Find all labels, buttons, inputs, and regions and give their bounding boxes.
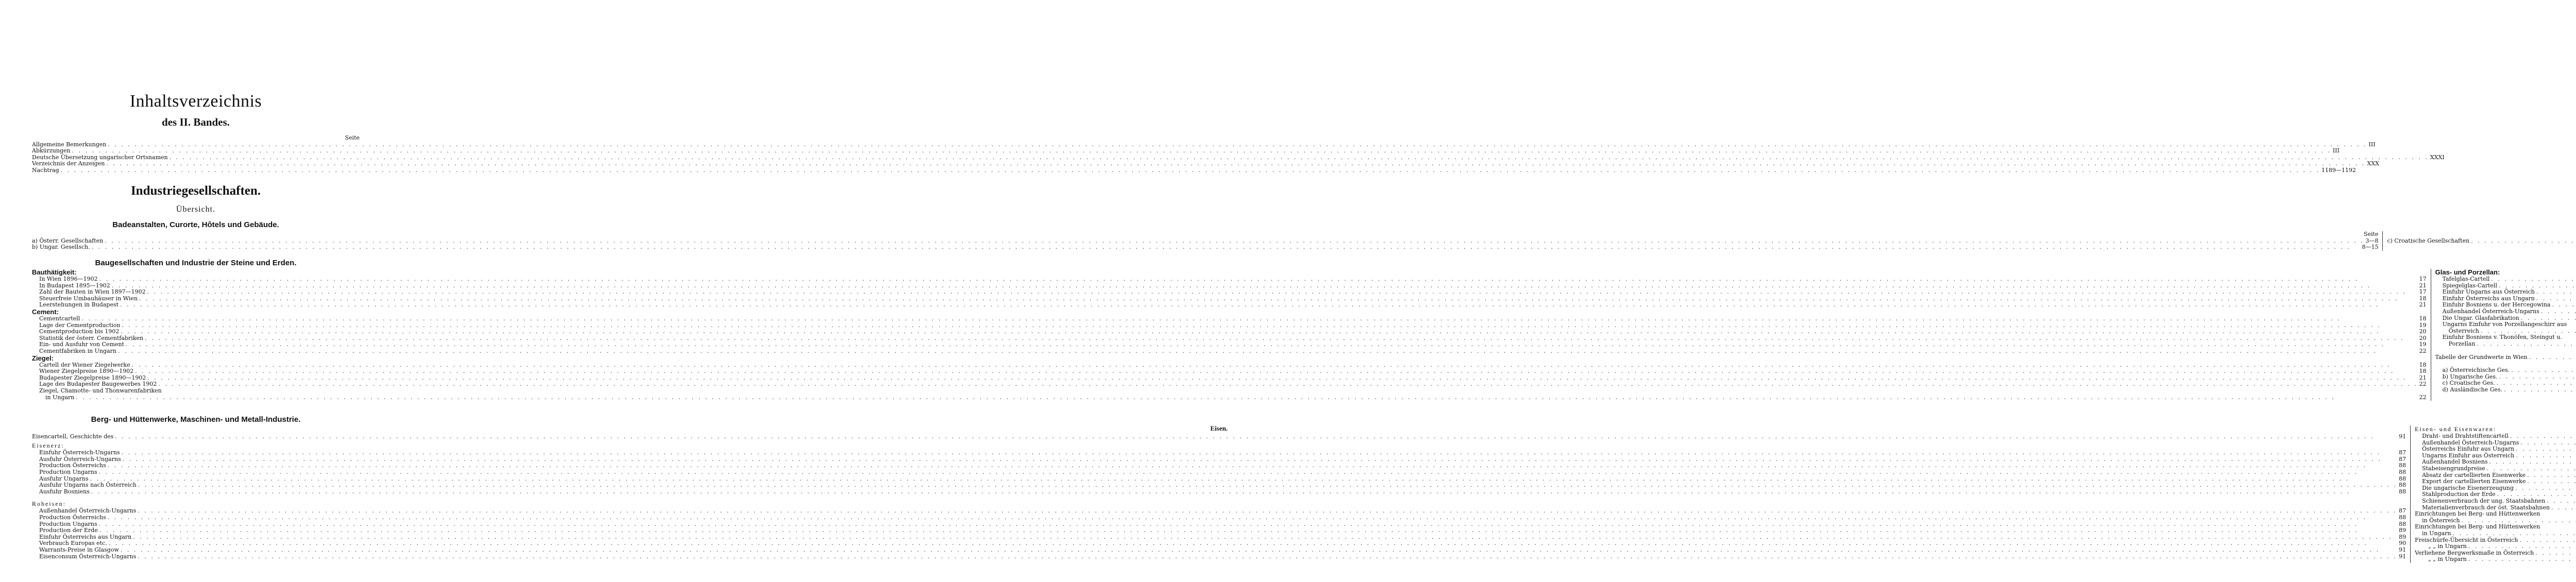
category-label: Roheisen:: [32, 500, 66, 508]
toc-page: 87: [2399, 449, 2406, 456]
toc-row-continued[interactable]: Einrichtungen bei Berg- und Hüttenwerken: [2415, 523, 2540, 530]
toc-page: 3—8: [2365, 237, 2379, 244]
column-left: [32, 425, 2411, 563]
toc-label: Wiener Ziegelpreise 1890—1902: [39, 368, 134, 375]
section-heading-baugesellschaften: Baugesellschaften und Industrie der Steine und Erden.: [95, 259, 297, 267]
toc-label: Absatz der cartellierten Eisenwerke: [2422, 471, 2526, 478]
dot-leader: [2536, 289, 2576, 296]
dot-leader: [158, 381, 2417, 388]
toc-page: 17: [2419, 276, 2427, 282]
toc-label: Ausfuhr Ungarns nach Österreich: [39, 482, 137, 489]
toc-label: Steuerfreie Umbauhäuser in Wien: [39, 295, 138, 302]
toc-label: Tafelglas-Cartell: [2442, 276, 2490, 282]
toc-page: XXX: [2367, 160, 2380, 167]
toc-row[interactable]: [2435, 367, 2576, 374]
dot-leader: [2541, 309, 2576, 315]
toc-page: 22: [2419, 393, 2427, 401]
dot-leader: [118, 348, 2418, 355]
toc-label: in Österreich: [2422, 517, 2460, 524]
toc-page: 88: [2399, 475, 2406, 482]
toc-row[interactable]: [32, 348, 2427, 355]
front-matter-toc: [32, 134, 2445, 174]
toc-page: 88: [2399, 488, 2406, 495]
toc-page: 88: [2399, 468, 2406, 475]
toc-label: Budapester Ziegelpreise 1890—1902: [39, 374, 146, 381]
toc-page: 17: [2419, 288, 2427, 296]
toc-label: In Budapest 1895—1902: [39, 282, 110, 289]
toc-label: Außenhandel Österreich-Ungarns: [2442, 307, 2539, 315]
toc-label: „ „ in Ungarn: [2428, 556, 2467, 563]
toc-label: Eisenconsum Österreich-Ungarns: [39, 553, 137, 560]
toc-page: 89: [2399, 533, 2406, 540]
spacer: [32, 495, 2406, 498]
category-label: Eisenerz:: [32, 442, 64, 450]
toc-row[interactable]: [32, 554, 2406, 560]
dot-leader: [2487, 466, 2576, 472]
toc-page: 91: [2399, 546, 2406, 553]
toc-row[interactable]: [32, 381, 2427, 388]
toc-row[interactable]: [32, 368, 2427, 375]
toc-row[interactable]: [2435, 341, 2576, 348]
category-label: Bauthätigkeit:: [32, 268, 77, 276]
toc-label: Porzellan: [2448, 340, 2476, 347]
toc-label: Die ungarische Eisenerzeugung: [2422, 484, 2514, 491]
toc-label: Außenhandel Österreich-Ungarns: [39, 507, 137, 515]
toc-label: Verbrauch Europas etc.: [39, 540, 107, 547]
page-subtitle: des II. Bandes.: [162, 116, 230, 128]
toc-page: 88: [2399, 513, 2406, 521]
toc-label: Ausfuhr Ungarns: [39, 475, 89, 482]
toc-label: Deutsche Übersetzung ungarischer Ortsnamen: [32, 153, 168, 161]
toc-label: Freischürfe-Übersicht in Österreich: [2415, 536, 2518, 543]
toc-label: Allgemeine Bemerkungen: [32, 141, 107, 148]
dot-leader: [81, 316, 2417, 322]
toc-row-continued[interactable]: Ziegel, Chamotte- und Thonwarenfabriken: [39, 387, 162, 394]
column-right: [2411, 425, 2576, 563]
dot-leader: [99, 527, 2397, 534]
toc-label: Cartell der Wiener Ziegelwerke: [39, 361, 130, 368]
toc-label: Nachtrag: [32, 166, 59, 174]
column-right: [2383, 231, 2576, 251]
toc-page: 88: [2399, 520, 2406, 527]
dot-leader: [2504, 387, 2576, 393]
toc-page: 18: [2419, 368, 2427, 375]
section-bergwerke: [32, 424, 2550, 563]
dot-leader: [2477, 341, 2576, 348]
toc-label: a) Österreichische Ges.: [2442, 367, 2510, 374]
toc-row[interactable]: [2415, 478, 2576, 485]
toc-page: 87: [2399, 455, 2406, 463]
toc-label: Warrants-Preise in Glasgow: [39, 546, 119, 553]
toc-label: c) Croatische Ges.: [2442, 380, 2495, 387]
toc-label: b) Ungar. Gesellsch.: [32, 244, 90, 251]
dot-leader: [76, 395, 2417, 401]
toc-row[interactable]: [2415, 556, 2576, 563]
section-badeanstalten: [32, 231, 2470, 251]
toc-label: Cementproduction bis 1902: [39, 328, 120, 335]
toc-label: Production der Erde: [39, 527, 98, 534]
toc-row[interactable]: [32, 434, 2406, 440]
dot-leader: [92, 244, 2361, 251]
toc-label: Stahlproduction der Erde: [2422, 491, 2496, 498]
toc-label: Lage der Cementproduction: [39, 321, 121, 329]
toc-page: 91: [2399, 553, 2406, 560]
toc-label: Cementfabriken in Ungarn: [39, 347, 116, 354]
toc-page: 20: [2419, 334, 2427, 341]
toc-row[interactable]: [2435, 289, 2576, 296]
toc-label: Außenhandel Österreich-Ungarns: [2422, 439, 2519, 446]
toc-label: Einfuhr Bosniens u. der Hercegowina: [2442, 301, 2551, 309]
toc-page: 21: [2419, 282, 2427, 289]
toc-label: Einfuhr Österreichs aus Ungarn: [2442, 295, 2535, 302]
dot-leader: [2527, 478, 2576, 485]
dot-leader: [108, 515, 2397, 521]
toc-page: 18: [2419, 315, 2427, 322]
toc-label: in Ungarn: [45, 393, 75, 401]
toc-row[interactable]: [32, 469, 2406, 476]
toc-label: „ „ in Ungarn: [2428, 543, 2467, 550]
toc-label: Verzeichnis der Anzeigen: [32, 160, 105, 167]
toc-page: 91: [2399, 433, 2406, 440]
toc-page: 87: [2399, 507, 2406, 515]
dot-leader: [121, 329, 2417, 335]
dot-leader: [122, 450, 2397, 456]
dot-leader: [99, 276, 2418, 283]
toc-row[interactable]: [32, 395, 2427, 401]
toc-row[interactable]: [2435, 276, 2576, 283]
toc-label: Cementcartell: [39, 315, 80, 322]
toc-label: In Wien 1896—1902: [39, 276, 98, 282]
toc-page: 1189—1192: [2321, 166, 2356, 174]
seite-header: [2387, 231, 2576, 238]
toc-row[interactable]: [32, 489, 2406, 495]
toc-row[interactable]: [32, 147, 2340, 155]
toc-page: 22: [2419, 381, 2427, 388]
toc-label: Production Österreichs: [39, 462, 106, 469]
toc-label: Stabeisengrundpreise: [2422, 465, 2485, 472]
toc-label: in Ungarn: [2422, 529, 2451, 537]
toc-row[interactable]: [32, 244, 2378, 251]
dot-leader: [2468, 543, 2576, 550]
toc-page: XXXI: [2430, 153, 2445, 161]
category-label: Glas- und Porzellan:: [2435, 268, 2500, 276]
dot-leader: [138, 482, 2397, 489]
toc-page: III: [2368, 141, 2376, 148]
dot-leader: [61, 167, 2320, 174]
toc-row[interactable]: [2435, 309, 2576, 315]
toc-page: III: [2332, 147, 2340, 155]
column-left: [32, 231, 2383, 251]
dot-leader: [135, 368, 2417, 375]
category-label: Cement:: [32, 307, 59, 316]
dot-leader: [2491, 276, 2576, 283]
toc-page: 88: [2399, 482, 2406, 489]
toc-label: Production Ungarns: [39, 468, 97, 475]
toc-row[interactable]: [32, 450, 2406, 456]
dot-leader: [120, 302, 2418, 309]
toc-page: 18: [2419, 361, 2427, 368]
toc-row[interactable]: [32, 547, 2406, 554]
toc-label: Spiegelglas-Cartell: [2442, 282, 2497, 289]
toc-row[interactable]: [2415, 446, 2576, 453]
toc-label: Lage des Budapester Baugewerbes 1902: [39, 381, 157, 388]
section-heading-badeanstalten: Badeanstalten, Curorte, Hôtels und Gebäude.: [112, 220, 279, 229]
dot-leader: [99, 469, 2397, 476]
toc-row[interactable]: [2415, 466, 2576, 472]
main-heading: Industriegesellschaften.: [130, 184, 261, 198]
page-title: Inhaltsverzeichnis: [129, 92, 262, 111]
toc-label: Einfuhr Österreichs aus Ungarn: [39, 533, 132, 540]
toc-row[interactable]: [2415, 433, 2576, 440]
toc-page: 8—15: [2362, 244, 2379, 251]
toc-row[interactable]: [32, 289, 2427, 296]
dot-leader: [2468, 556, 2576, 563]
toc-row[interactable]: [2415, 498, 2576, 505]
toc-label: Einfuhr Ungarns aus Österreich: [2442, 288, 2535, 296]
toc-label: Ausfuhr Österreich-Ungarns: [39, 455, 121, 463]
toc-label: Tabelle der Grundwerte in Wien: [2435, 353, 2528, 361]
toc-page: 22: [2419, 347, 2427, 354]
toc-row-continued[interactable]: Einfuhr Bosniens v. Thonöfen, Steingut u.: [2442, 334, 2562, 341]
dot-leader: [138, 554, 2397, 560]
toc-row[interactable]: [32, 276, 2427, 283]
toc-label: Abkürzungen: [32, 147, 71, 155]
category-label: Eisen.: [1210, 424, 1228, 432]
toc-label: Statistik der österr. Cementfabriken: [39, 334, 144, 341]
toc-row[interactable]: [32, 166, 2356, 174]
dot-leader: [2547, 498, 2576, 505]
toc-row[interactable]: [32, 302, 2427, 309]
toc-page: 21: [2419, 374, 2427, 381]
toc-label: Zahl der Bauten in Wien 1897—1902: [39, 288, 146, 296]
toc-label: Leerstehungen in Budapest: [39, 301, 119, 309]
dot-leader: [72, 148, 2331, 155]
toc-row[interactable]: [2435, 387, 2576, 393]
dot-leader: [2516, 446, 2576, 453]
toc-label: Ein- und Ausfuhr von Cement: [39, 341, 125, 348]
toc-row[interactable]: [32, 527, 2406, 534]
dot-leader: [2511, 367, 2576, 374]
dot-leader: [147, 289, 2418, 296]
toc-label: c) Croatische Gesellschaften: [2387, 237, 2470, 244]
seite-header: Seite: [345, 134, 360, 141]
toc-page: 20: [2419, 328, 2427, 335]
dot-leader: [115, 434, 2397, 440]
toc-label: a) Österr. Gesellschaften: [32, 237, 104, 244]
toc-label: Die Ungar. Glasfabrikation: [2442, 314, 2519, 321]
toc-label: Österreichs Einfuhr aus Ungarn: [2422, 446, 2515, 453]
dot-leader: [91, 489, 2397, 495]
toc-row-continued[interactable]: Einrichtungen bei Berg- und Hüttenwerken: [2415, 510, 2540, 518]
category-label: Eisen- und Eisenwaren:: [2415, 425, 2497, 433]
dot-leader: [2452, 530, 2576, 537]
dot-leader: [2471, 238, 2576, 245]
toc-label: Production Ungarns: [39, 520, 97, 527]
dot-leader: [2510, 433, 2576, 440]
column-left: [32, 269, 2431, 401]
toc-label: Draht- und Drahtstiftencartell: [2422, 433, 2509, 439]
toc-label: b) Ungarische Ges.: [2442, 373, 2498, 380]
toc-label: Schienenverbrauch der ung. Staatsbahnen: [2422, 497, 2546, 504]
toc-row[interactable]: [32, 515, 2406, 521]
dot-leader: [2551, 505, 2576, 511]
toc-row[interactable]: [32, 316, 2427, 322]
overview-heading: Übersicht.: [176, 205, 216, 214]
toc-label: Österreich: [2448, 327, 2479, 334]
toc-label: Ungarns Einfuhr aus Österreich: [2422, 452, 2515, 459]
toc-page: 19: [2419, 321, 2427, 329]
toc-row[interactable]: [32, 482, 2406, 489]
toc-page: 18: [2419, 295, 2427, 302]
toc-page: 19: [2419, 341, 2427, 348]
column-right: [2431, 269, 2576, 401]
section-heading-bergwerke: Berg- und Hüttenwerke, Maschinen- und Metall-Industrie.: [91, 415, 301, 424]
seite-header: Seite: [2363, 231, 2379, 237]
toc-row[interactable]: [32, 329, 2427, 335]
toc-label: Verliehene Bergwerksmaße in Österreich: [2415, 549, 2534, 556]
toc-label: Ausfuhr Bosniens: [39, 488, 90, 495]
section-baugesellschaften: [32, 268, 2567, 401]
toc-row[interactable]: [2415, 530, 2576, 537]
toc-label: Export der cartellierten Eisenwerke: [2422, 478, 2526, 485]
toc-page: 88: [2399, 462, 2406, 469]
toc-label: Production Österreichs: [39, 513, 106, 521]
toc-row[interactable]: [2415, 543, 2576, 550]
toc-label: Eisencartell, Geschichte des: [32, 433, 114, 440]
toc-page: 90: [2399, 540, 2406, 547]
toc-row-continued[interactable]: Ungarns Einfuhr von Porzellangeschirr aus: [2442, 321, 2567, 328]
toc-label: Materialienverbrauch der öst. Staatsbahnen: [2422, 504, 2550, 511]
toc-label: Einfuhr Österreich-Ungarns: [39, 449, 120, 456]
toc-row[interactable]: [2435, 354, 2576, 361]
dot-leader: [121, 547, 2397, 554]
category-label: Ziegel:: [32, 354, 54, 362]
toc-row[interactable]: [2387, 238, 2576, 245]
dot-leader: [2529, 354, 2576, 361]
toc-label: d) Ausländische Ges.: [2442, 386, 2503, 393]
toc-page: 89: [2399, 527, 2406, 534]
toc-label: Außenhandel Bosniens: [2422, 458, 2488, 466]
toc-page: 21: [2419, 301, 2427, 309]
